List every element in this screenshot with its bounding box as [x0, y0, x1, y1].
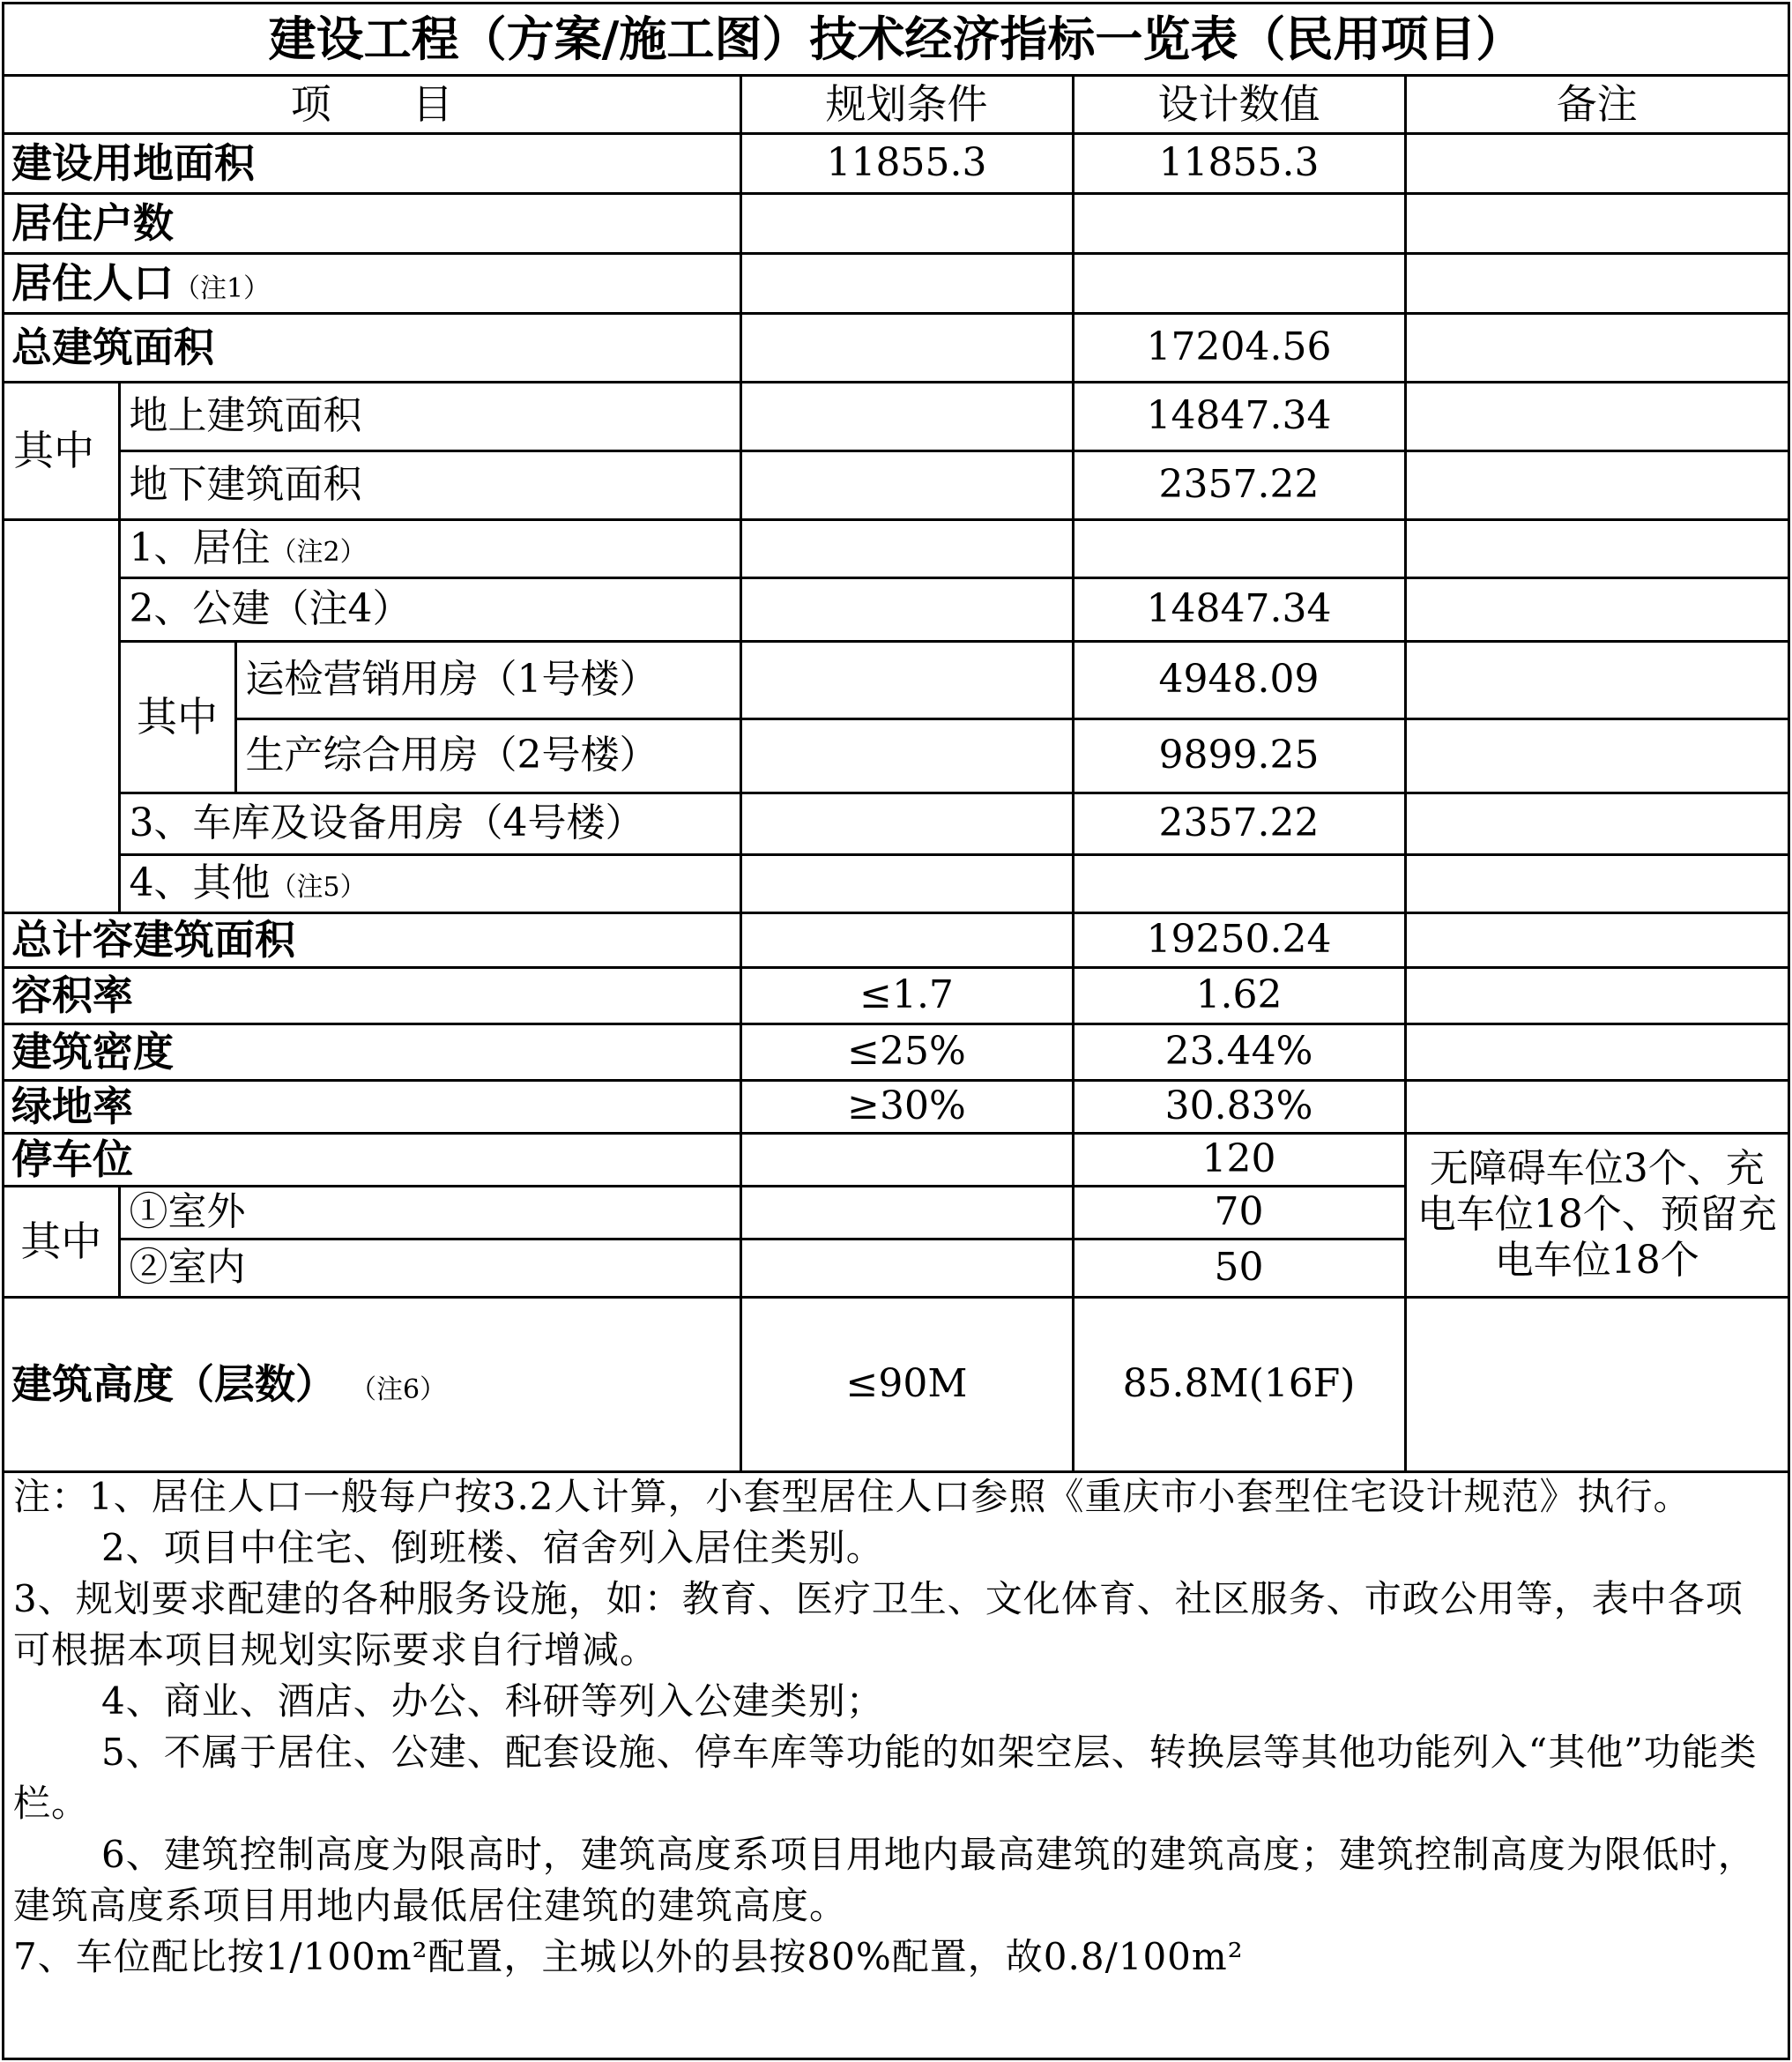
- table-row: [4, 313, 1788, 382]
- table-title: 建设工程（方案/施工图）技术经济指标一览表（民用项目）: [4, 4, 1788, 75]
- row-label: [119, 854, 740, 912]
- row-label: ①室外: [119, 1186, 740, 1239]
- table-row: [4, 253, 1788, 313]
- remark-cell: [1405, 382, 1788, 450]
- parking-remark: 无障碍车位3个、充电车位18个、预留充电车位18个: [1405, 1133, 1788, 1297]
- table-row: [4, 641, 1788, 718]
- design-value: 17204.56: [1073, 313, 1405, 382]
- design-value: [1073, 253, 1405, 313]
- design-value: 4948.09: [1073, 641, 1405, 718]
- row-label: 建筑密度: [4, 1024, 740, 1080]
- design-value: 2357.22: [1073, 793, 1405, 854]
- table-row: [4, 1024, 1788, 1080]
- planning-value: [740, 253, 1073, 313]
- header-item: 项 目: [4, 75, 740, 133]
- design-value: 14847.34: [1073, 577, 1405, 641]
- row-label-text: 居住人口: [11, 258, 174, 307]
- row-label: 容积率: [4, 967, 740, 1024]
- notes-section: [4, 1471, 1788, 1983]
- remark-cell: [1405, 577, 1788, 641]
- remark-cell: [1405, 313, 1788, 382]
- planning-value: [740, 382, 1073, 450]
- table-row: [4, 193, 1788, 253]
- of-which-label: 其中: [4, 1186, 119, 1297]
- table-row: [4, 450, 1788, 519]
- design-value: [1073, 519, 1405, 577]
- table-row: [4, 912, 1788, 967]
- planning-value: ≤90M: [740, 1297, 1073, 1471]
- remark-cell: [1405, 519, 1788, 577]
- planning-value: 11855.3: [740, 133, 1073, 193]
- note-ref: （注1）: [174, 272, 271, 304]
- row-label: 总计容建筑面积: [4, 912, 740, 967]
- row-label: 绿地率: [4, 1080, 740, 1133]
- table-row: [4, 382, 1788, 450]
- design-value: 14847.34: [1073, 382, 1405, 450]
- planning-value: [740, 193, 1073, 253]
- row-label: 3、车库及设备用房（4号楼）: [119, 793, 740, 854]
- design-value: [1073, 854, 1405, 912]
- remark-cell: [1405, 1080, 1788, 1133]
- row-label: 地下建筑面积: [119, 450, 740, 519]
- note-4: 4、商业、酒店、办公、科研等列入公建类别；: [101, 1679, 884, 1723]
- planning-value: [740, 1239, 1073, 1297]
- indicator-sheet: [2, 2, 1790, 2060]
- table-row: [4, 854, 1788, 912]
- planning-value: [740, 718, 1073, 793]
- header-design: 设计数值: [1073, 75, 1405, 133]
- header-remark: 备注: [1405, 75, 1788, 133]
- table-row: [4, 1133, 1788, 1186]
- remark-cell: [1405, 133, 1788, 193]
- remark-cell: [1405, 718, 1788, 793]
- design-value: 50: [1073, 1239, 1405, 1297]
- row-label-text: 建筑高度（层数）: [11, 1359, 336, 1408]
- planning-value: [740, 912, 1073, 967]
- planning-value: [740, 854, 1073, 912]
- remark-cell: [1405, 450, 1788, 519]
- table-row: [4, 519, 1788, 577]
- planning-value: [740, 519, 1073, 577]
- remark-cell: [1405, 854, 1788, 912]
- remark-cell: [1405, 793, 1788, 854]
- header-planning: 规划条件: [740, 75, 1073, 133]
- row-label: [4, 1297, 740, 1471]
- row-label: 2、公建（注4）: [119, 577, 740, 641]
- row-label: [119, 519, 740, 577]
- row-label-text: 4、其他: [129, 860, 271, 905]
- row-label: 建设用地面积: [4, 133, 740, 193]
- planning-value: [740, 313, 1073, 382]
- row-label-text: 1、居住: [129, 525, 271, 570]
- table-row: [4, 577, 1788, 641]
- row-label: 运检营销用房（1号楼）: [235, 641, 740, 718]
- planning-value: [740, 793, 1073, 854]
- note-6: 6、建筑控制高度为限高时，建筑高度系项目用地内最高建筑的建筑高度；建筑控制高度为限低时，建筑高度系项目用地内最低居住建筑的建筑高度。: [13, 1833, 1756, 1927]
- design-value: 85.8M(16F): [1073, 1297, 1405, 1471]
- row-label: [4, 253, 740, 313]
- remark-cell: [1405, 1024, 1788, 1080]
- table-row: [4, 133, 1788, 193]
- table-row: [4, 793, 1788, 854]
- row-label: 地上建筑面积: [119, 382, 740, 450]
- remark-cell: [1405, 967, 1788, 1024]
- note-ref: （注6）: [350, 1373, 447, 1405]
- row-label: ②室内: [119, 1239, 740, 1297]
- design-value: [1073, 193, 1405, 253]
- planning-value: ≤25%: [740, 1024, 1073, 1080]
- planning-value: [740, 450, 1073, 519]
- note-1: 注：1、居住人口一般每户按3.2人计算，小套型居住人口参照《重庆市小套型住宅设计规范》执行。: [13, 1475, 1692, 1518]
- category-group-cell: [4, 519, 119, 912]
- design-value: 30.83%: [1073, 1080, 1405, 1133]
- note-7: 7、车位配比按1/100m²配置，主城以外的县按80%配置，故0.8/100m²: [13, 1935, 1244, 1978]
- planning-value: ≥30%: [740, 1080, 1073, 1133]
- planning-value: [740, 641, 1073, 718]
- table-row: [4, 1297, 1788, 1471]
- planning-value: [740, 1186, 1073, 1239]
- of-which-label: 其中: [119, 641, 235, 793]
- indicator-table: [4, 4, 1788, 1473]
- table-row: [4, 967, 1788, 1024]
- design-value: 23.44%: [1073, 1024, 1405, 1080]
- design-value: 1.62: [1073, 967, 1405, 1024]
- note-5: 5、不属于居住、公建、配套设施、停车库等功能的如架空层、转换层等其他功能列入“其他”功能类栏。: [13, 1731, 1758, 1825]
- remark-cell: [1405, 193, 1788, 253]
- remark-cell: [1405, 1297, 1788, 1471]
- remark-cell: [1405, 253, 1788, 313]
- of-which-label: 其中: [4, 382, 119, 519]
- row-label: 生产综合用房（2号楼）: [235, 718, 740, 793]
- note-ref: （注5）: [270, 871, 367, 903]
- row-label: 停车位: [4, 1133, 740, 1186]
- note-3: 3、规划要求配建的各种服务设施，如：教育、医疗卫生、文化体育、社区服务、市政公用等，表中各项可根据本项目规划实际要求自行增减。: [13, 1577, 1744, 1671]
- design-value: 9899.25: [1073, 718, 1405, 793]
- design-value: 19250.24: [1073, 912, 1405, 967]
- planning-value: [740, 577, 1073, 641]
- row-label: 总建筑面积: [4, 313, 740, 382]
- planning-value: [740, 1133, 1073, 1186]
- remark-cell: [1405, 912, 1788, 967]
- note-ref: （注2）: [270, 536, 367, 568]
- design-value: 2357.22: [1073, 450, 1405, 519]
- design-value: 120: [1073, 1133, 1405, 1186]
- table-row: [4, 718, 1788, 793]
- note-2: 2、项目中住宅、倒班楼、宿舍列入居住类别。: [101, 1526, 884, 1569]
- design-value: 70: [1073, 1186, 1405, 1239]
- row-label: 居住户数: [4, 193, 740, 253]
- table-row: [4, 1080, 1788, 1133]
- design-value: 11855.3: [1073, 133, 1405, 193]
- planning-value: ≤1.7: [740, 967, 1073, 1024]
- remark-cell: [1405, 641, 1788, 718]
